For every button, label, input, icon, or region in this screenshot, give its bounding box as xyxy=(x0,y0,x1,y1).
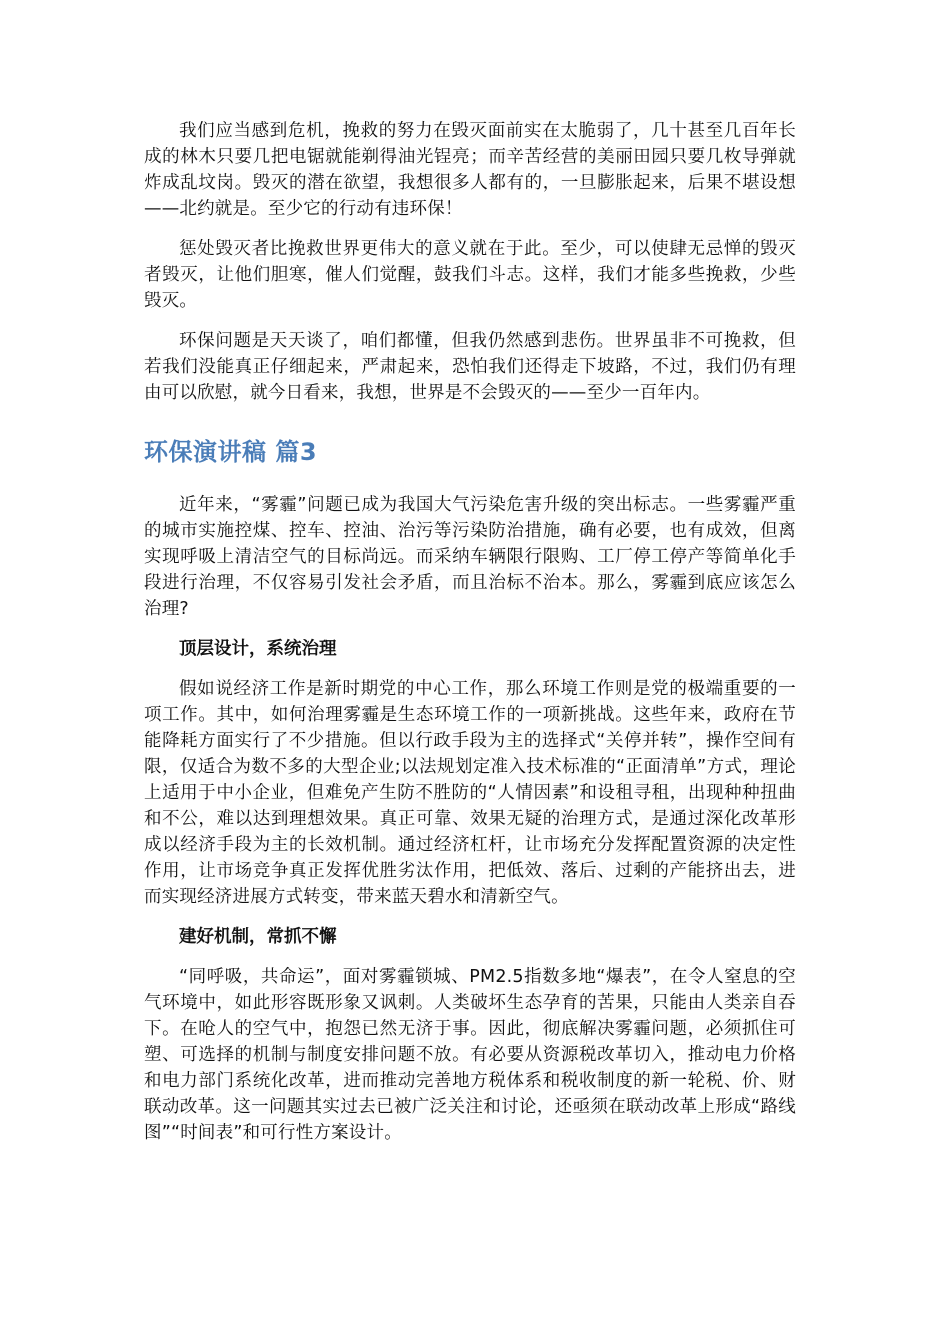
paragraph-build-mechanism: “同呼吸，共命运”，面对雾霾锁城、PM2.5指数多地“爆表”，在令人窒息的空气环境中，如此形容既形象又讽刺。人类破坏生态孕育的苦果，只能由人类亲自吞下。在呛人的空气中，抱怨已然无济于事。因此，彻底解决雾霾问题，必须抓住可塑、可选择的机制与制度安排问题不放。有必要从资源税改革切入，推动电力价格和电力部门系统化改革，进而推动完善地方税体系和税收制度的新一轮税、价、财联动改革。这一问题其实过去已被广泛关注和讨论，还亟须在联动改革上形成“路线图”“时间表”和可行性方案设计。 xyxy=(144,967,796,1143)
paragraph-punish-destroyers: 惩处毁灭者比挽救世界更伟大的意义就在于此。至少，可以使肆无忌惮的毁灭者毁灭，让他们胆寒，催人们觉醒，鼓我们斗志。这样，我们才能多些挽救，少些毁灭。 xyxy=(144,239,796,311)
section-heading: 环保演讲稿 篇3 xyxy=(144,438,318,466)
document-page xyxy=(144,118,796,1146)
paragraph-crisis: 我们应当感到危机，挽救的努力在毁灭面前实在太脆弱了，几十甚至几百年长成的林木只要几把电锯就能剃得油光锃亮；而辛苦经营的美丽田园只要几枚导弹就炸成乱坟岗。毁灭的潜在欲望，我想很多人都有的，一旦膨胀起来，后果不堪设想——北约就是。至少它的行动有违环保！ xyxy=(144,121,796,219)
paragraph-top-level-design: 假如说经济工作是新时期党的中心工作，那么环境工作则是党的极端重要的一项工作。其中，如何治理雾霾是生态环境工作的一项新挑战。这些年来，政府在节能降耗方面实行了不少措施。但以行政手段为主的选择式“关停并转”，操作空间有限，仅适合为数不多的大型企业;以法规划定准入技术标准的“正面清单”方式，理论上适用于中小企业，但难免产生防不胜防的“人情因素”和设租寻租，出现种种扭曲和不公，难以达到理想效果。真正可靠、效果无疑的治理方式，是通过深化改革形成以经济手段为主的长效机制。通过经济杠杆，让市场充分发挥配置资源的决定性作用，让市场竞争真正发挥优胜劣汰作用，把低效、落后、过剩的产能挤出去，进而实现经济进展方式转变，带来蓝天碧水和清新空气。 xyxy=(144,679,796,907)
paragraph-environment-sadness: 环保问题是天天谈了，咱们都懂，但我仍然感到悲伤。世界虽非不可挽救，但若我们没能真正仔细起来，严肃起来，恐怕我们还得走下坡路，不过，我们仍有理由可以欣慰，就今日看来，我想，世界是不会毁灭的——至少一百年内。 xyxy=(144,331,796,403)
subheading-build-mechanism: 建好机制，常抓不懈 xyxy=(179,927,337,947)
subheading-top-level-design: 顶层设计，系统治理 xyxy=(179,639,337,659)
paragraph-smog-intro: 近年来，“雾霾”问题已成为我国大气污染危害升级的突出标志。一些雾霾严重的城市实施控煤、控车、控油、治污等污染防治措施，确有必要，也有成效，但离实现呼吸上清洁空气的目标尚远。而采纳车辆限行限购、工厂停工停产等简单化手段进行治理，不仅容易引发社会矛盾，而且治标不治本。那么，雾霾到底应该怎么治理? xyxy=(144,495,796,619)
